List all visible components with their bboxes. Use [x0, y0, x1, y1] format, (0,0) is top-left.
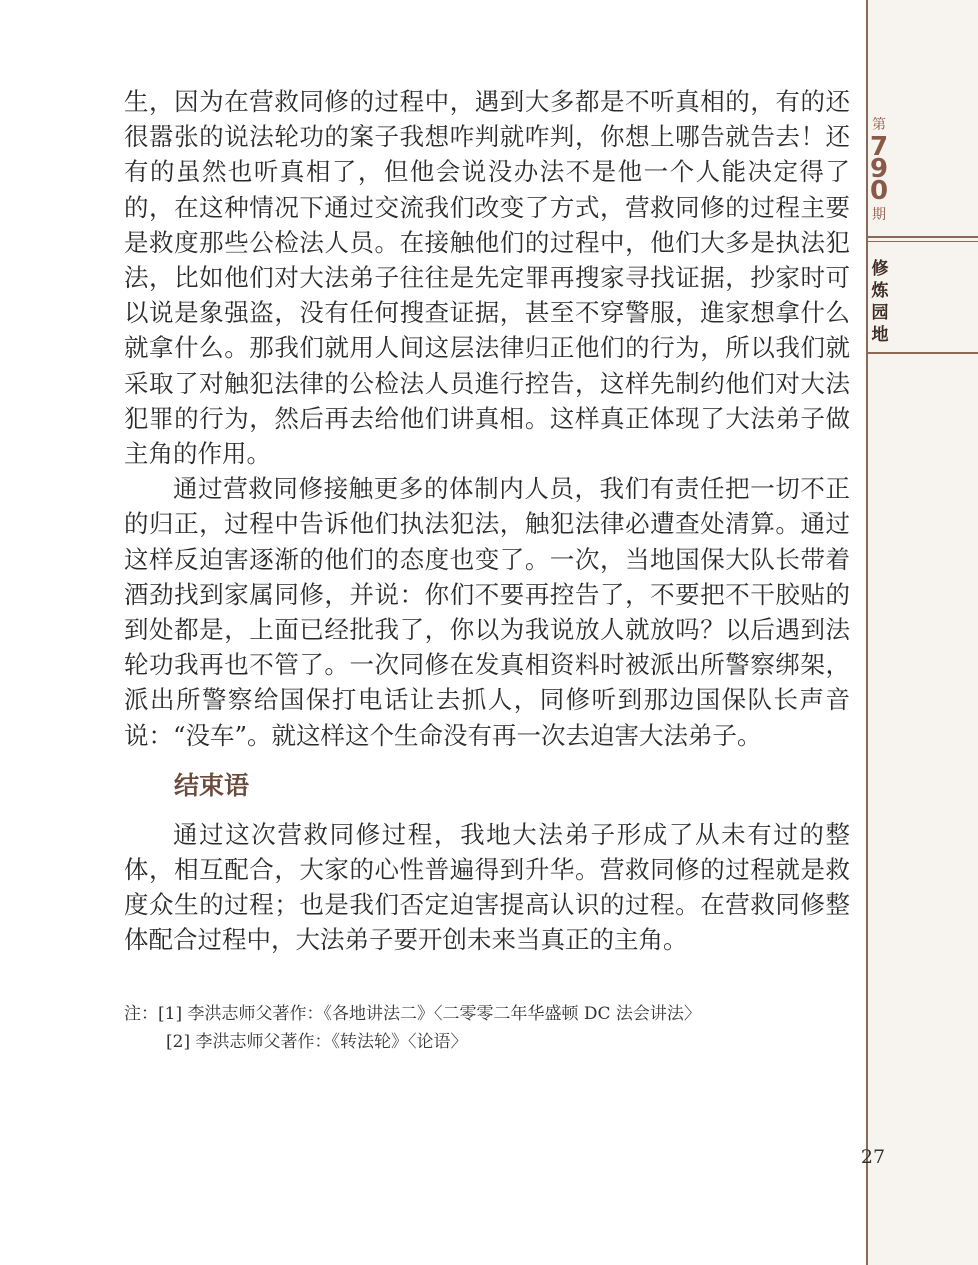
- issue-digit: 7: [869, 132, 889, 162]
- article-body: [124, 84, 850, 958]
- section-heading: 结束语: [174, 770, 250, 800]
- page-number: 27: [860, 1146, 886, 1168]
- footnote: [2] 李洪志师父著作：《转法轮》〈论语〉: [166, 1032, 468, 1052]
- footnote: 注：[1] 李洪志师父著作：《各地讲法二》〈二零零二年华盛顿 DC 法会讲法〉: [124, 1004, 701, 1024]
- issue-prefix: 第: [872, 117, 886, 133]
- paragraph: 通过营救同修接触更多的体制内人员，我们有责任把一切不正的归正，过程中告诉他们执法犯法，触犯法律必遭查处清算。通过这样反迫害逐渐的他们的态度也变了。一次，当地国保大队长带着酒劲找到家属同修，并说：你们不要再控告了，不要把不干胶贴的到处都是，上面已经批我了，你以为我说放人就放吗？以后遇到法轮功我再也不管了。一次同修在发真相资料时被派出所警察绑架，派出所警察给国保打电话让去抓人，同修听到那边国保队长声音说：“没车”。就这样这个生命没有再一次去迫害大法弟子。: [124, 474, 850, 750]
- paragraph: 生，因为在营救同修的过程中，遇到大多都是不听真相的，有的还很嚣张的说法轮功的案子我想咋判就咋判，你想上哪告就告去！还有的虽然也听真相了，但他会说没办法不是他一个人能决定得了的，在这种情况下通过交流我们改变了方式，营救同修的过程主要是救度那些公检法人员。在接触他们的过程中，他们大多是执法犯法，比如他们对大法弟子往往是先定罪再搜家寻找证据，抄家时可以说是象强盗，没有任何搜查证据，甚至不穿警服，進家想拿什么就拿什么。那我们就用人间这层法律归正他们的行为，所以我们就采取了对触犯法律的公检法人员進行控告，这样先制约他们对大法犯罪的行为，然后再去给他们讲真相。这样真正体现了大法弟子做主角的作用。: [124, 87, 850, 469]
- paragraph: 通过这次营救同修过程，我地大法弟子形成了从未有过的整体，相互配合，大家的心性普遍得到升华。营救同修的过程就是救度众生的过程；也是我们否定迫害提高认识的过程。在营救同修整体配合过程中，大法弟子要开创未来当真正的主角。: [124, 819, 850, 955]
- section-label: 修炼园地: [871, 259, 889, 345]
- issue-badge: [868, 118, 890, 222]
- sidebar-rule: [866, 352, 978, 354]
- sidebar-rule: [866, 236, 978, 238]
- issue-suffix: 期: [872, 207, 886, 223]
- issue-digit: 0: [869, 176, 889, 206]
- issue-number: [868, 132, 890, 206]
- footnotes: [124, 1000, 864, 1056]
- sidebar-rule: [866, 241, 978, 242]
- issue-digit: 9: [869, 154, 889, 184]
